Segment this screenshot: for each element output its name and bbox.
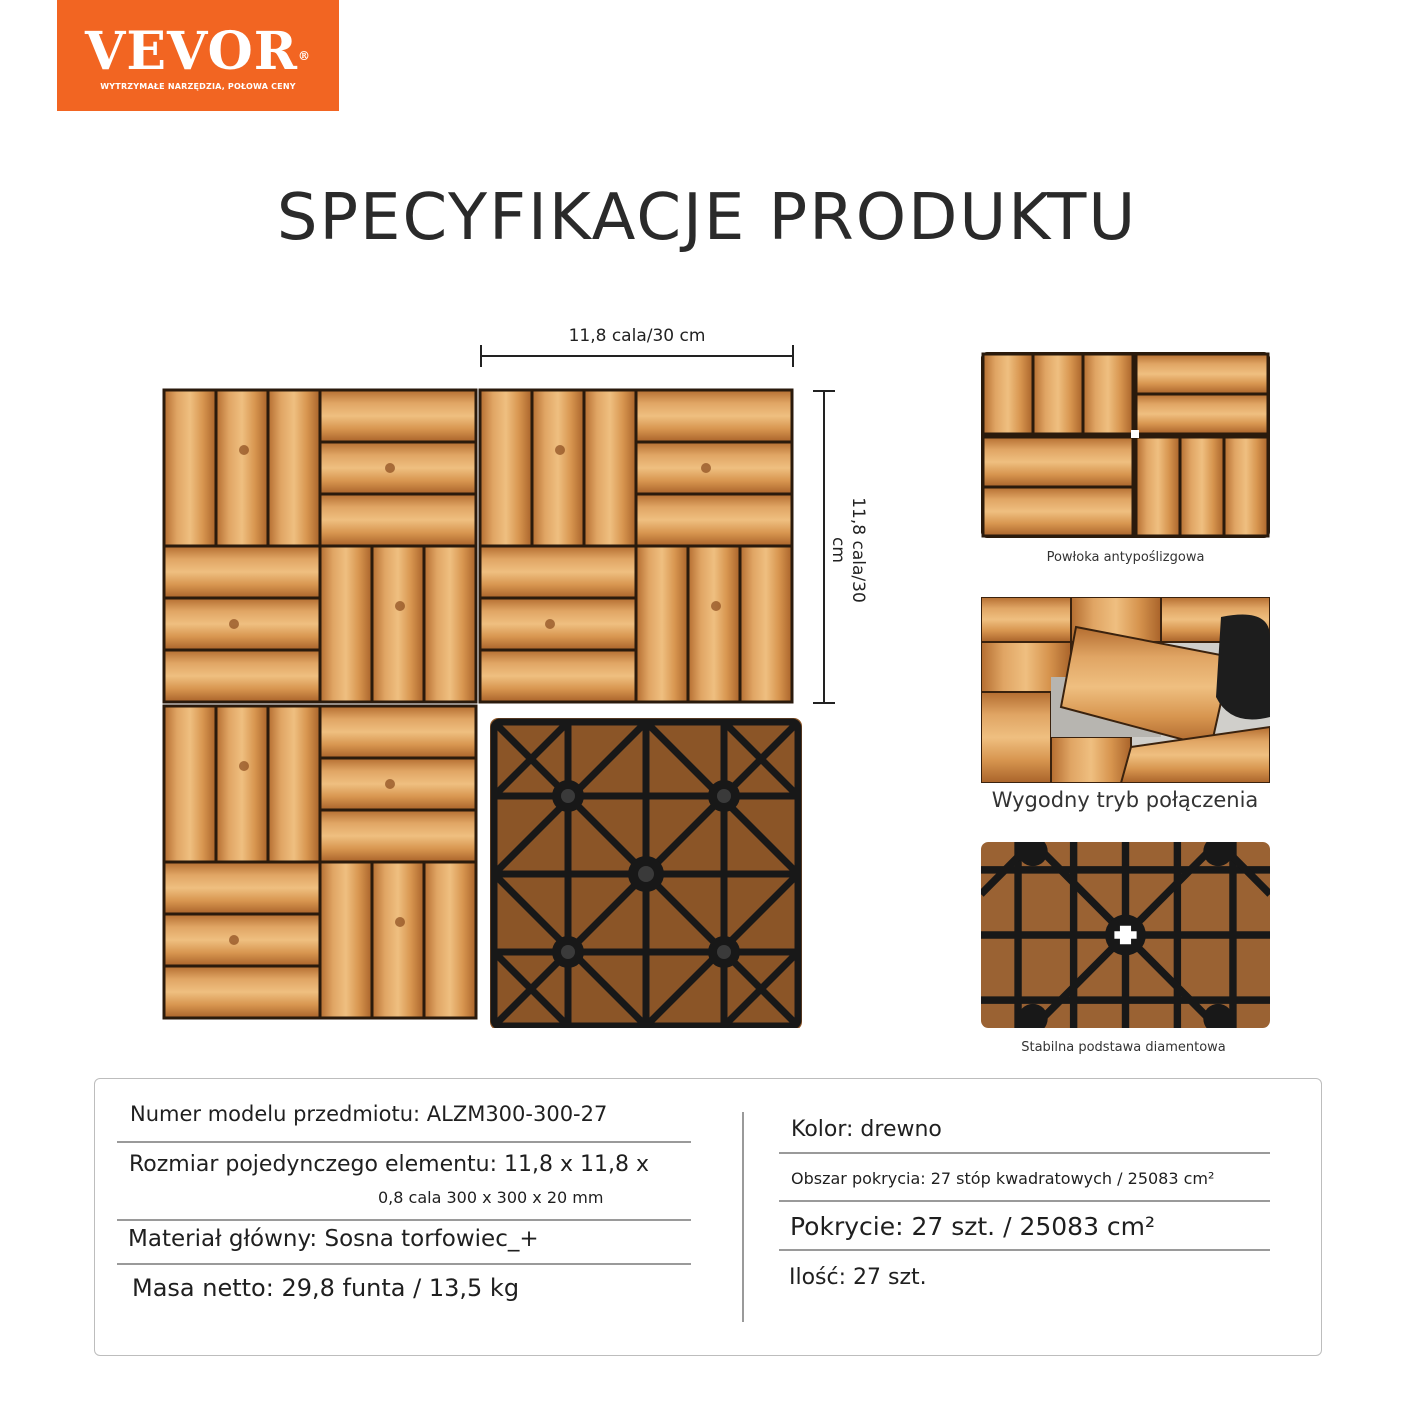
spec-coverage-pieces: Pokrycie: 27 szt. / 25083 cm² bbox=[790, 1212, 1156, 1241]
feature-caption-anti-slip: Powłoka antypoślizgowa bbox=[1046, 550, 1205, 565]
width-dimension-label: 11,8 cala/30 cm bbox=[568, 326, 706, 346]
anti-slip-coating-image bbox=[981, 352, 1270, 538]
logo-tagline: WYTRZYMAŁE NARZĘDZIA, POŁOWA CENY bbox=[100, 82, 296, 91]
width-dimension-arrow bbox=[478, 342, 798, 372]
spec-column-divider bbox=[742, 1112, 744, 1322]
spec-quantity: Ilość: 27 szt. bbox=[789, 1265, 927, 1290]
tile-bottom-base bbox=[490, 718, 802, 1028]
logo-brand: VEVOR® bbox=[85, 21, 311, 82]
spec-element-size-metric: 0,8 cala 300 x 300 x 20 mm bbox=[378, 1188, 604, 1207]
deck-tiles-illustration bbox=[160, 388, 810, 1028]
easy-connection-image bbox=[981, 597, 1270, 783]
spec-divider bbox=[779, 1200, 1270, 1202]
feature-caption-diamond-base: Stabilna podstawa diamentowa bbox=[1021, 1040, 1226, 1055]
spec-coverage-area: Obszar pokrycia: 27 stóp kwadratowych / 25083 cm² bbox=[791, 1169, 1215, 1188]
tile-top-left bbox=[164, 390, 476, 702]
brand-logo bbox=[57, 0, 339, 111]
spec-divider bbox=[117, 1141, 691, 1143]
spec-divider bbox=[117, 1219, 691, 1221]
feature-caption-connection: Wygodny tryb połączenia bbox=[991, 788, 1259, 812]
spec-model-number: Numer modelu przedmiotu: ALZM300-300-27 bbox=[130, 1102, 608, 1126]
spec-color: Kolor: drewno bbox=[791, 1117, 942, 1142]
spec-main-material: Materiał główny: Sosna torfowiec_+ bbox=[128, 1226, 539, 1252]
height-dimension-label: 11,8 cala/30 cm bbox=[828, 497, 868, 603]
spec-divider bbox=[779, 1152, 1270, 1154]
spec-element-size: Rozmiar pojedynczego elementu: 11,8 x 11,8 x bbox=[129, 1152, 650, 1177]
spec-net-weight: Masa netto: 29,8 funta / 13,5 kg bbox=[132, 1274, 520, 1302]
tile-bottom-left bbox=[164, 706, 476, 1018]
spec-divider bbox=[779, 1249, 1270, 1251]
tile-top-right bbox=[480, 390, 792, 702]
diamond-base-image bbox=[981, 842, 1270, 1028]
page-title: SPECYFIKACJE PRODUKTU bbox=[276, 181, 1138, 255]
spec-divider bbox=[117, 1263, 691, 1265]
